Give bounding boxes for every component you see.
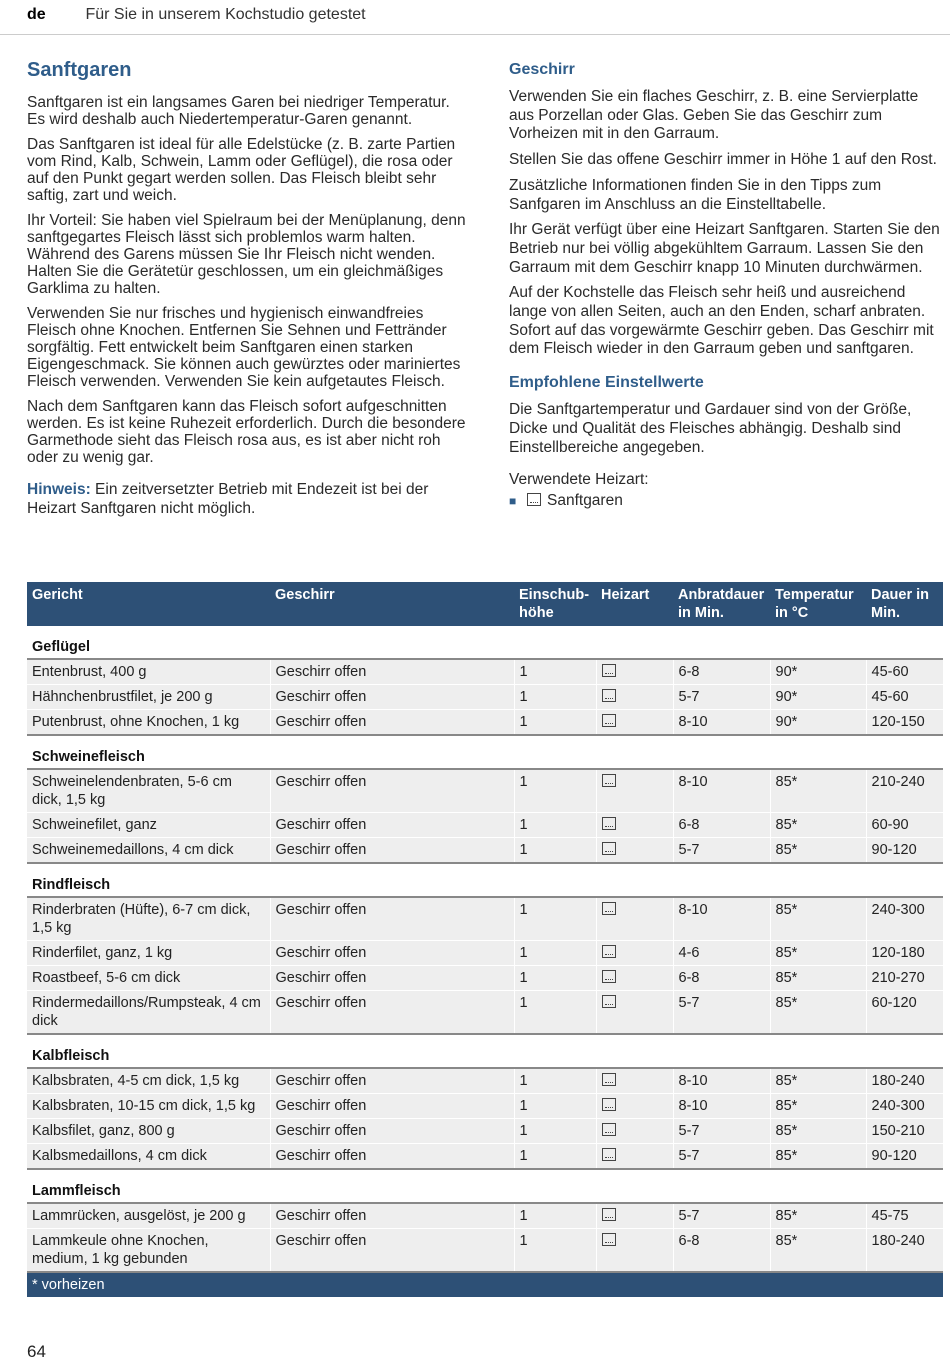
table-cell: 4-6: [673, 941, 770, 966]
table-cell: 1: [514, 1144, 596, 1170]
table-cell: Geschirr offen: [270, 659, 514, 685]
paragraph: Zusätzliche Informationen finden Sie in den Tipps zum Sanfgaren im Anschluss an die Einstelltabelle.: [509, 176, 882, 213]
sanftgaren-heat-mode-icon: [602, 902, 616, 915]
table-cell: 8-10: [673, 710, 770, 736]
table-cell: 85*: [770, 1203, 866, 1229]
table-cell: 90*: [770, 685, 866, 710]
table-cell: 240-300: [866, 1094, 943, 1119]
table-row: [27, 659, 943, 685]
table-cell: 5-7: [673, 991, 770, 1035]
table-cell: 85*: [770, 1094, 866, 1119]
column-header: Temperatur in °C: [770, 582, 866, 626]
table-cell: 85*: [770, 1229, 866, 1273]
table-row: [27, 991, 943, 1035]
table-row: [27, 1094, 943, 1119]
group-title: Kalbfleisch: [27, 1034, 943, 1068]
table-cell: Geschirr offen: [270, 966, 514, 991]
footnote: * vorheizen: [27, 1272, 943, 1297]
table-cell: 85*: [770, 991, 866, 1035]
table-cell: 120-150: [866, 710, 943, 736]
table-cell: 45-60: [866, 659, 943, 685]
table-cell: Geschirr offen: [270, 685, 514, 710]
table-cell: Geschirr offen: [270, 941, 514, 966]
table-cell: 1: [514, 1119, 596, 1144]
settings-table: [27, 582, 943, 1297]
heizart-cell: [596, 838, 673, 864]
table-cell: Schweinelendenbraten, 5-6 cm dick, 1,5 kg: [27, 769, 270, 813]
heizart-cell: [596, 941, 673, 966]
table-cell: 90-120: [866, 1144, 943, 1170]
table-cell: 1: [514, 838, 596, 864]
table-cell: Putenbrust, ohne Knochen, 1 kg: [27, 710, 270, 736]
heizart-cell: [596, 769, 673, 813]
table-row: [27, 1229, 943, 1273]
heizart-cell: [596, 1229, 673, 1273]
table-cell: Geschirr offen: [270, 813, 514, 838]
group-title: Rindfleisch: [27, 863, 943, 897]
left-column: [27, 58, 467, 526]
header-divider: [0, 34, 950, 35]
table-cell: Geschirr offen: [270, 1068, 514, 1094]
table-cell: Kalbsmedaillons, 4 cm dick: [27, 1144, 270, 1170]
table-cell: 85*: [770, 941, 866, 966]
table-cell: Geschirr offen: [270, 1094, 514, 1119]
table-cell: 1: [514, 897, 596, 941]
table-cell: 180-240: [866, 1068, 943, 1094]
table-cell: Geschirr offen: [270, 769, 514, 813]
table-row: [27, 897, 943, 941]
sanftgaren-heat-mode-icon: [602, 842, 616, 855]
table-row: [27, 1068, 943, 1094]
table-cell: 1: [514, 966, 596, 991]
table-cell: 60-90: [866, 813, 943, 838]
table-cell: 1: [514, 769, 596, 813]
table-row: [27, 710, 943, 736]
sanftgaren-heat-mode-icon: [527, 493, 541, 506]
paragraph: Nach dem Sanftgaren kann das Fleisch sofort aufgeschnitten werden. Es ist keine Ruhezeit erforderlich. Durch die besondere Garmethode sieht das Fleisch rosa aus, es ist aber nicht roh oder zu wenig gar.: [27, 398, 466, 466]
table-cell: 90-120: [866, 838, 943, 864]
table-cell: Lammrücken, ausgelöst, je 200 g: [27, 1203, 270, 1229]
table-cell: 45-75: [866, 1203, 943, 1229]
table-cell: 85*: [770, 813, 866, 838]
table-cell: Lammkeule ohne Knochen, medium, 1 kg gebunden: [27, 1229, 270, 1273]
table-cell: 85*: [770, 1068, 866, 1094]
sanftgaren-heat-mode-icon: [602, 664, 616, 677]
bullet-icon: ■: [509, 493, 517, 508]
table-cell: 1: [514, 1203, 596, 1229]
sanftgaren-heat-mode-icon: [602, 995, 616, 1008]
page-header: [27, 6, 366, 24]
paragraph: Ihr Vorteil: Sie haben viel Spielraum bei der Menüplanung, denn sanftgegartes Fleisch lässt sich problemlos warm halten. Während des Garens müssen Sie Ihr Fleisch nicht wenden. Halten Sie die Gerätetür geschlossen, um ein gleichmäßiges Garklima zu halten.: [27, 212, 466, 297]
right-column: [509, 60, 944, 518]
group-title: Lammfleisch: [27, 1169, 943, 1203]
table-cell: 6-8: [673, 1229, 770, 1273]
table-cell: Geschirr offen: [270, 991, 514, 1035]
table-cell: 85*: [770, 1119, 866, 1144]
sanftgaren-heat-mode-icon: [602, 1123, 616, 1136]
table-cell: Entenbrust, 400 g: [27, 659, 270, 685]
table-cell: 1: [514, 1094, 596, 1119]
table-header-row: [27, 582, 943, 626]
table-cell: 5-7: [673, 685, 770, 710]
paragraph: Auf der Kochstelle das Fleisch sehr heiß und ausreichend lange von allen Seiten, auch an den Enden, scharf anbraten. Sofort auf das vorgewärmte Geschirr geben. Das Geschirr mit dem Fleisch wieder in den Garraum geben und sanftgaren.: [509, 284, 934, 358]
table-cell: Kalbsbraten, 10-15 cm dick, 1,5 kg: [27, 1094, 270, 1119]
sanftgaren-heat-mode-icon: [602, 970, 616, 983]
group-title: Geflügel: [27, 626, 943, 659]
sanftgaren-heat-mode-icon: [602, 1098, 616, 1111]
table-cell: 8-10: [673, 1068, 770, 1094]
paragraph: Verwenden Sie ein flaches Geschirr, z. B. eine Servierplatte aus Porzellan oder Glas. Geben Sie das Geschirr zum Vorheizen mit in den Garraum.: [509, 88, 919, 143]
table-cell: 1: [514, 991, 596, 1035]
group-title: Schweinefleisch: [27, 735, 943, 769]
heizart-list-item: [509, 492, 944, 511]
table-cell: Geschirr offen: [270, 1229, 514, 1273]
table-cell: 210-240: [866, 769, 943, 813]
table-cell: 1: [514, 659, 596, 685]
table-group-row: [27, 735, 943, 769]
table-cell: 1: [514, 941, 596, 966]
table-cell: 1: [514, 710, 596, 736]
section-heading-einstellwerte: Empfohlene Einstellwerte: [509, 374, 704, 392]
table-cell: 6-8: [673, 966, 770, 991]
table-cell: 85*: [770, 838, 866, 864]
table-cell: Kalbsfilet, ganz, 800 g: [27, 1119, 270, 1144]
table-cell: Geschirr offen: [270, 897, 514, 941]
table-cell: 45-60: [866, 685, 943, 710]
column-header: Dauer in Min.: [866, 582, 943, 626]
table-cell: 60-120: [866, 991, 943, 1035]
sanftgaren-heat-mode-icon: [602, 689, 616, 702]
table-cell: 240-300: [866, 897, 943, 941]
table-cell: 1: [514, 685, 596, 710]
paragraph: Stellen Sie das offene Geschirr immer in Höhe 1 auf den Rost.: [509, 151, 937, 169]
table-footnote-row: [27, 1272, 943, 1297]
table-cell: 6-8: [673, 659, 770, 685]
table-cell: Roastbeef, 5-6 cm dick: [27, 966, 270, 991]
paragraph: Die Sanftgartemperatur und Gardauer sind von der Größe, Dicke und Qualität des Fleisches abhängig. Deshalb sind Einstellbereiche angegeben.: [509, 401, 912, 456]
table-group-row: [27, 626, 943, 659]
table-cell: Hähnchenbrustfilet, je 200 g: [27, 685, 270, 710]
heizart-name: Sanftgaren: [547, 491, 623, 509]
table-cell: 90*: [770, 659, 866, 685]
table-cell: Geschirr offen: [270, 710, 514, 736]
sanftgaren-heat-mode-icon: [602, 714, 616, 727]
table-cell: 210-270: [866, 966, 943, 991]
table-cell: 6-8: [673, 813, 770, 838]
table-cell: 5-7: [673, 1119, 770, 1144]
sanftgaren-heat-mode-icon: [602, 1233, 616, 1246]
header-title: Für Sie in unserem Kochstudio getestet: [85, 6, 366, 23]
paragraph: Sanftgaren ist ein langsames Garen bei niedriger Temperatur. Es wird deshalb auch Niedertemperatur-Garen genannt.: [27, 94, 450, 128]
table-cell: 85*: [770, 769, 866, 813]
table-row: [27, 838, 943, 864]
table-cell: 85*: [770, 966, 866, 991]
column-header: Gericht: [27, 582, 270, 626]
table-group-row: [27, 863, 943, 897]
table-cell: Geschirr offen: [270, 838, 514, 864]
heizart-cell: [596, 813, 673, 838]
table-cell: Schweinemedaillons, 4 cm dick: [27, 838, 270, 864]
table-cell: 8-10: [673, 769, 770, 813]
table-cell: 5-7: [673, 1203, 770, 1229]
table-cell: 8-10: [673, 897, 770, 941]
table-row: [27, 1144, 943, 1170]
sanftgaren-heat-mode-icon: [602, 1073, 616, 1086]
table-row: [27, 1203, 943, 1229]
paragraph: Ihr Gerät verfügt über eine Heizart Sanftgaren. Starten Sie den Betrieb nur bei völlig abgekühltem Garraum. Lassen Sie den Garraum mit dem Geschirr knapp 10 Minuten durchwärmen.: [509, 221, 940, 276]
column-header: Einschub- höhe: [514, 582, 596, 626]
table-cell: 1: [514, 1068, 596, 1094]
table-cell: 85*: [770, 1144, 866, 1170]
table-cell: 5-7: [673, 1144, 770, 1170]
heizart-cell: [596, 710, 673, 736]
language-code: de: [27, 6, 46, 23]
table-cell: Rinderbraten (Hüfte), 6-7 cm dick, 1,5 kg: [27, 897, 270, 941]
heizart-label: Verwendete Heizart:: [509, 471, 649, 489]
sanftgaren-heat-mode-icon: [602, 774, 616, 787]
paragraph: Verwenden Sie nur frisches und hygienisch einwandfreies Fleisch ohne Knochen. Entfernen Sie Sehnen und Fettränder sorgfältig. Fett entwickelt beim Sanftgaren einen starken Eigengeschmack. Sie können auch gewürztes oder mariniertes Fleisch verwenden. Verwenden Sie kein aufgetautes Fleisch.: [27, 305, 461, 390]
hint-label: Hinweis:: [27, 481, 91, 498]
heizart-cell: [596, 1068, 673, 1094]
table-row: [27, 966, 943, 991]
section-heading-sanftgaren: Sanftgaren: [27, 59, 132, 81]
table-cell: 85*: [770, 897, 866, 941]
table-cell: Geschirr offen: [270, 1119, 514, 1144]
table-cell: Rindermedaillons/Rumpsteak, 4 cm dick: [27, 991, 270, 1035]
heizart-cell: [596, 1203, 673, 1229]
heizart-cell: [596, 685, 673, 710]
table-cell: 180-240: [866, 1229, 943, 1273]
table-cell: Rinderfilet, ganz, 1 kg: [27, 941, 270, 966]
column-header: Heizart: [596, 582, 673, 626]
sanftgaren-heat-mode-icon: [602, 1148, 616, 1161]
table-cell: Geschirr offen: [270, 1144, 514, 1170]
table-cell: Geschirr offen: [270, 1203, 514, 1229]
paragraph: Das Sanftgaren ist ideal für alle Edelstücke (z. B. zarte Partien vom Rind, Kalb, Schwein, Lamm oder Geflügel), die rosa oder auf den Punkt gegart werden sollen. Das Fleisch bleibt sehr saftig, zart und weich.: [27, 136, 456, 204]
table-cell: Schweinefilet, ganz: [27, 813, 270, 838]
table-cell: 5-7: [673, 838, 770, 864]
heizart-cell: [596, 1094, 673, 1119]
table-row: [27, 813, 943, 838]
table-cell: 150-210: [866, 1119, 943, 1144]
heizart-cell: [596, 991, 673, 1035]
column-header: Anbratdauer in Min.: [673, 582, 770, 626]
page-number: 64: [27, 1342, 46, 1361]
table-cell: 1: [514, 1229, 596, 1273]
table-row: [27, 769, 943, 813]
table-group-row: [27, 1169, 943, 1203]
heizart-cell: [596, 897, 673, 941]
sanftgaren-heat-mode-icon: [602, 1208, 616, 1221]
table-row: [27, 1119, 943, 1144]
sanftgaren-heat-mode-icon: [602, 817, 616, 830]
sanftgaren-heat-mode-icon: [602, 945, 616, 958]
heizart-cell: [596, 1144, 673, 1170]
table-row: [27, 941, 943, 966]
heizart-cell: [596, 659, 673, 685]
hint-note: [27, 480, 467, 518]
table-group-row: [27, 1034, 943, 1068]
table-cell: Kalbsbraten, 4-5 cm dick, 1,5 kg: [27, 1068, 270, 1094]
hint-text: Ein zeitversetzter Betrieb mit Endezeit ist bei der Heizart Sanftgaren nicht möglich.: [27, 481, 429, 517]
section-heading-geschirr: Geschirr: [509, 61, 575, 78]
heizart-cell: [596, 966, 673, 991]
table-cell: 90*: [770, 710, 866, 736]
heizart-cell: [596, 1119, 673, 1144]
table-row: [27, 685, 943, 710]
table-cell: 120-180: [866, 941, 943, 966]
table-cell: 1: [514, 813, 596, 838]
table-cell: 8-10: [673, 1094, 770, 1119]
column-header: Geschirr: [270, 582, 514, 626]
